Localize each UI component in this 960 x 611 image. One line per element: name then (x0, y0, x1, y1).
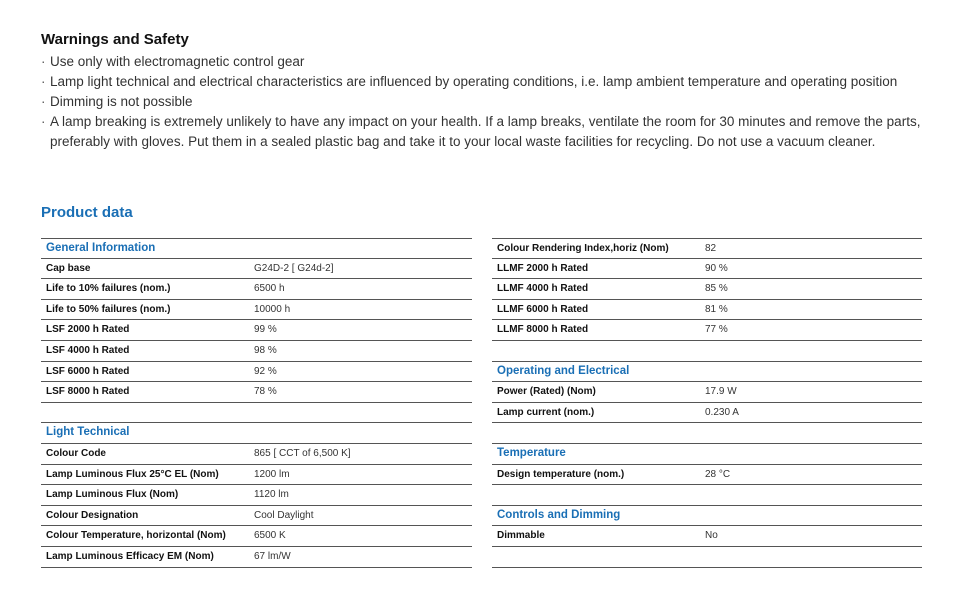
row-value: 865 [ CCT of 6,500 K] (254, 447, 351, 459)
table-row (41, 279, 472, 300)
row-label: Design temperature (nom.) (497, 468, 625, 480)
warning-item (41, 72, 921, 92)
row-value: 81 % (705, 303, 728, 315)
section-header-label: Controls and Dimming (497, 508, 621, 521)
table-row (41, 362, 472, 383)
row-label: LLMF 6000 h Rated (497, 303, 589, 315)
row-label: LSF 2000 h Rated (46, 324, 130, 336)
row-value: 28 °C (705, 468, 731, 480)
table-row (492, 320, 922, 341)
row-label: Lamp Luminous Flux (Nom) (46, 489, 179, 501)
warning-text: Use only with electromagnetic control gear (50, 54, 305, 69)
section-header-label: Light Technical (46, 426, 130, 439)
row-value: 1200 lm (254, 468, 290, 480)
row-value: 77 % (705, 324, 728, 336)
row-label: Colour Rendering Index,horiz (Nom) (497, 243, 669, 254)
row-label: Life to 10% failures (nom.) (46, 283, 171, 295)
row-value: 6500 h (254, 283, 285, 295)
row-label: LLMF 4000 h Rated (497, 283, 589, 295)
table-spacer-row (492, 547, 922, 568)
row-value: 6500 K (254, 530, 286, 542)
table-row (41, 506, 472, 527)
row-label: Lamp Luminous Efficacy EM (Nom) (46, 550, 214, 562)
row-value: 99 % (254, 324, 277, 336)
row-value: G24D-2 [ G24d-2] (254, 262, 334, 274)
row-label: LSF 4000 h Rated (46, 344, 130, 356)
row-label: Colour Temperature, horizontal (Nom) (46, 530, 226, 542)
table-row (492, 382, 922, 403)
product-table-left (41, 238, 472, 568)
table-spacer-row (492, 485, 922, 506)
warnings-list (41, 52, 921, 152)
row-label: Power (Rated) (Nom) (497, 386, 596, 398)
row-label: Lamp Luminous Flux 25°C EL (Nom) (46, 468, 219, 480)
bullet-icon: · (41, 94, 46, 109)
row-label: LLMF 8000 h Rated (497, 324, 589, 336)
row-value: 17.9 W (705, 386, 737, 398)
product-table-right (492, 238, 922, 568)
table-section-header (41, 423, 472, 444)
table-row (41, 259, 472, 280)
warning-item (41, 52, 921, 72)
warning-text: Lamp light technical and electrical characteristics are influenced by operating conditions, i.e. lamp ambient temperature and operating position (50, 74, 898, 89)
row-value: No (705, 530, 718, 542)
warning-item (41, 92, 921, 112)
section-header-label: Temperature (497, 446, 566, 459)
table-row (41, 341, 472, 362)
row-value: 92 % (254, 365, 277, 377)
row-label: LLMF 2000 h Rated (497, 262, 589, 274)
table-row (492, 300, 922, 321)
table-row (41, 444, 472, 465)
warning-text: A lamp breaking is extremely unlikely to have any impact on your health. If a lamp breaks, ventilate the room for 30 minutes and remove the parts, preferably with gloves. Put them in a sealed plastic bag and take it to your local waste facilities for recycling. Do not use a vacuum cleaner. (50, 114, 921, 149)
row-value: 78 % (254, 386, 277, 398)
row-value: 10000 h (254, 303, 291, 315)
table-row (492, 279, 922, 300)
table-section-header (492, 506, 922, 527)
warning-item (41, 112, 921, 152)
table-spacer-row (41, 403, 472, 424)
table-row (41, 465, 472, 486)
bullet-icon: · (41, 114, 46, 129)
table-section-header (492, 444, 922, 465)
table-row (492, 526, 922, 547)
row-value: 82 (705, 243, 717, 254)
section-header-label: Operating and Electrical (497, 364, 630, 377)
table-row (492, 259, 922, 280)
table-row (492, 238, 922, 259)
table-row (41, 382, 472, 403)
table-spacer-row (492, 341, 922, 362)
table-section-header (492, 362, 922, 383)
bullet-icon: · (41, 54, 46, 69)
warning-text: Dimming is not possible (50, 94, 193, 109)
table-section-header (41, 238, 472, 259)
section-header-label: General Information (46, 242, 156, 254)
bullet-icon: · (41, 74, 46, 89)
row-value: 0.230 A (705, 406, 739, 418)
row-value: 1120 lm (254, 489, 289, 501)
row-label: Cap base (46, 262, 91, 274)
warnings-title: Warnings and Safety (41, 31, 189, 48)
table-row (492, 465, 922, 486)
product-data-title: Product data (41, 204, 133, 221)
row-label: Colour Code (46, 447, 106, 459)
row-label: LSF 6000 h Rated (46, 365, 130, 377)
table-row (41, 526, 472, 547)
row-value: 98 % (254, 344, 277, 356)
row-label: Colour Designation (46, 509, 139, 521)
row-value: 90 % (705, 262, 728, 274)
table-spacer-row (492, 423, 922, 444)
row-value: Cool Daylight (254, 509, 314, 521)
table-row (41, 485, 472, 506)
row-value: 85 % (705, 283, 728, 295)
row-label: Life to 50% failures (nom.) (46, 303, 171, 315)
table-row (41, 300, 472, 321)
row-value: 67 lm/W (254, 550, 291, 562)
table-row (41, 547, 472, 568)
row-label: Lamp current (nom.) (497, 406, 595, 418)
row-label: Dimmable (497, 530, 545, 542)
table-row (492, 403, 922, 424)
table-row (41, 320, 472, 341)
row-label: LSF 8000 h Rated (46, 386, 130, 398)
